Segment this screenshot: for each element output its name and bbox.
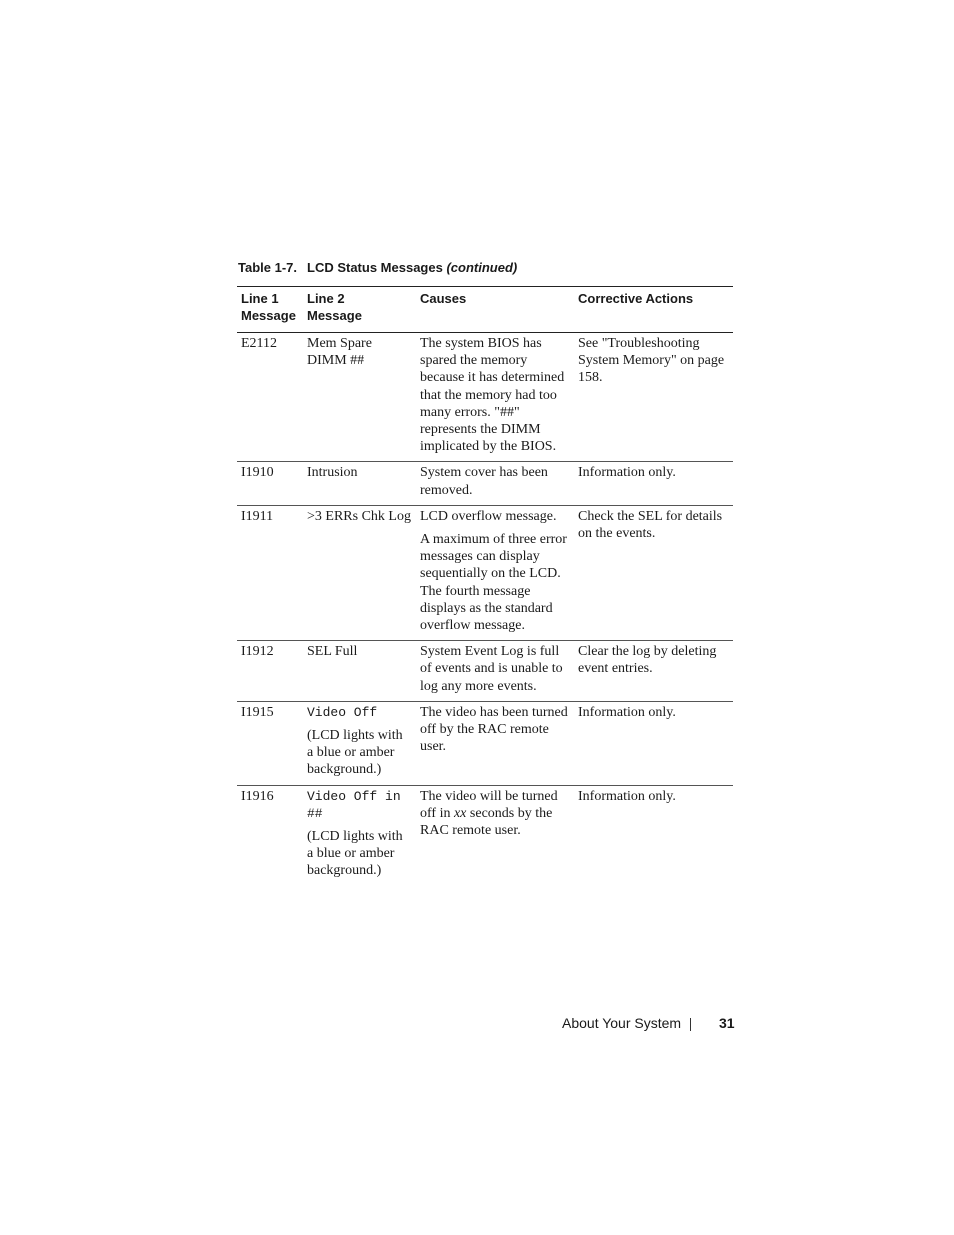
line1-code: I1910 [241,465,274,481]
table-row [237,333,733,462]
line2-cell [303,785,416,886]
cause-text-end: seconds by the RAC remote user. [420,805,553,839]
line2-message: Video Off in ## [307,788,401,821]
header-line1-a: Line 1 [241,291,279,306]
line1-code: I1916 [241,788,274,804]
cause-text: System cover has been removed. [420,465,548,498]
cause-text-start: The video will be turned off in [420,788,558,821]
table-header-row [237,287,733,333]
action-text: See "Troubleshooting System Memory" on page 158. [578,336,725,386]
line1-code: I1912 [241,644,274,660]
lcd-status-table [237,286,733,886]
table-title: LCD Status Messages [307,260,443,275]
line2-message: SEL Full [307,644,358,660]
line1-code: I1911 [241,508,274,524]
line2-note: (LCD lights with a blue or amber background.) [307,728,403,778]
line2-message: Video Off [307,704,378,720]
action-text: Clear the log by deleting event entries. [578,644,717,677]
table-row [237,641,733,702]
cause-cell [416,785,574,886]
header-line1-b: Message [241,308,296,323]
header-line2-b: Message [307,308,362,323]
table-row [237,505,733,640]
table-number: Table 1-7. [238,260,298,275]
action-text: Information only. [578,704,676,720]
cause-text: The video has been turned off by the RAC remote user. [420,704,568,755]
page-number: 31 [719,1015,735,1031]
header-line2 [303,287,416,333]
line1-code: I1915 [241,704,274,720]
header-actions: Corrective Actions [578,291,694,306]
table-row [237,462,733,505]
action-text: Information only. [578,788,676,804]
action-text: Check the SEL for details on the events. [578,508,723,542]
table-row [237,785,733,886]
cause-cell [416,505,574,640]
line1-code: E2112 [241,336,278,351]
page-footer [562,1015,735,1031]
cause-text: System Event Log is full of events and is unable to log any more events. [420,644,563,694]
action-text: Information only. [578,465,676,481]
header-causes: Causes [420,291,467,306]
table-caption [238,260,517,275]
footer-section-title: About Your System [562,1015,682,1031]
table-row [237,701,733,785]
line2-message: Intrusion [307,465,358,481]
line2-message: Mem Spare DIMM ## [307,336,372,369]
header-line1 [237,287,303,333]
header-line2-a: Line 2 [307,291,345,306]
line2-cell [303,701,416,785]
cause-text: LCD overflow message. [420,508,557,524]
cause-note: A maximum of three error messages can display sequentially on the LCD. The fourth message displays as the standard overflow message. [420,532,567,634]
cause-text: The system BIOS has spared the memory because it has determined that the memory had too many errors. "##" represents the DIMM implicated by the BIOS. [420,336,565,455]
table-continued: (continued) [446,260,518,275]
footer-divider [690,1018,691,1031]
line2-message: >3 ERRs Chk Log [307,508,411,524]
line2-note: (LCD lights with a blue or amber background.) [307,829,403,879]
cause-text-italic: xx [453,805,467,821]
